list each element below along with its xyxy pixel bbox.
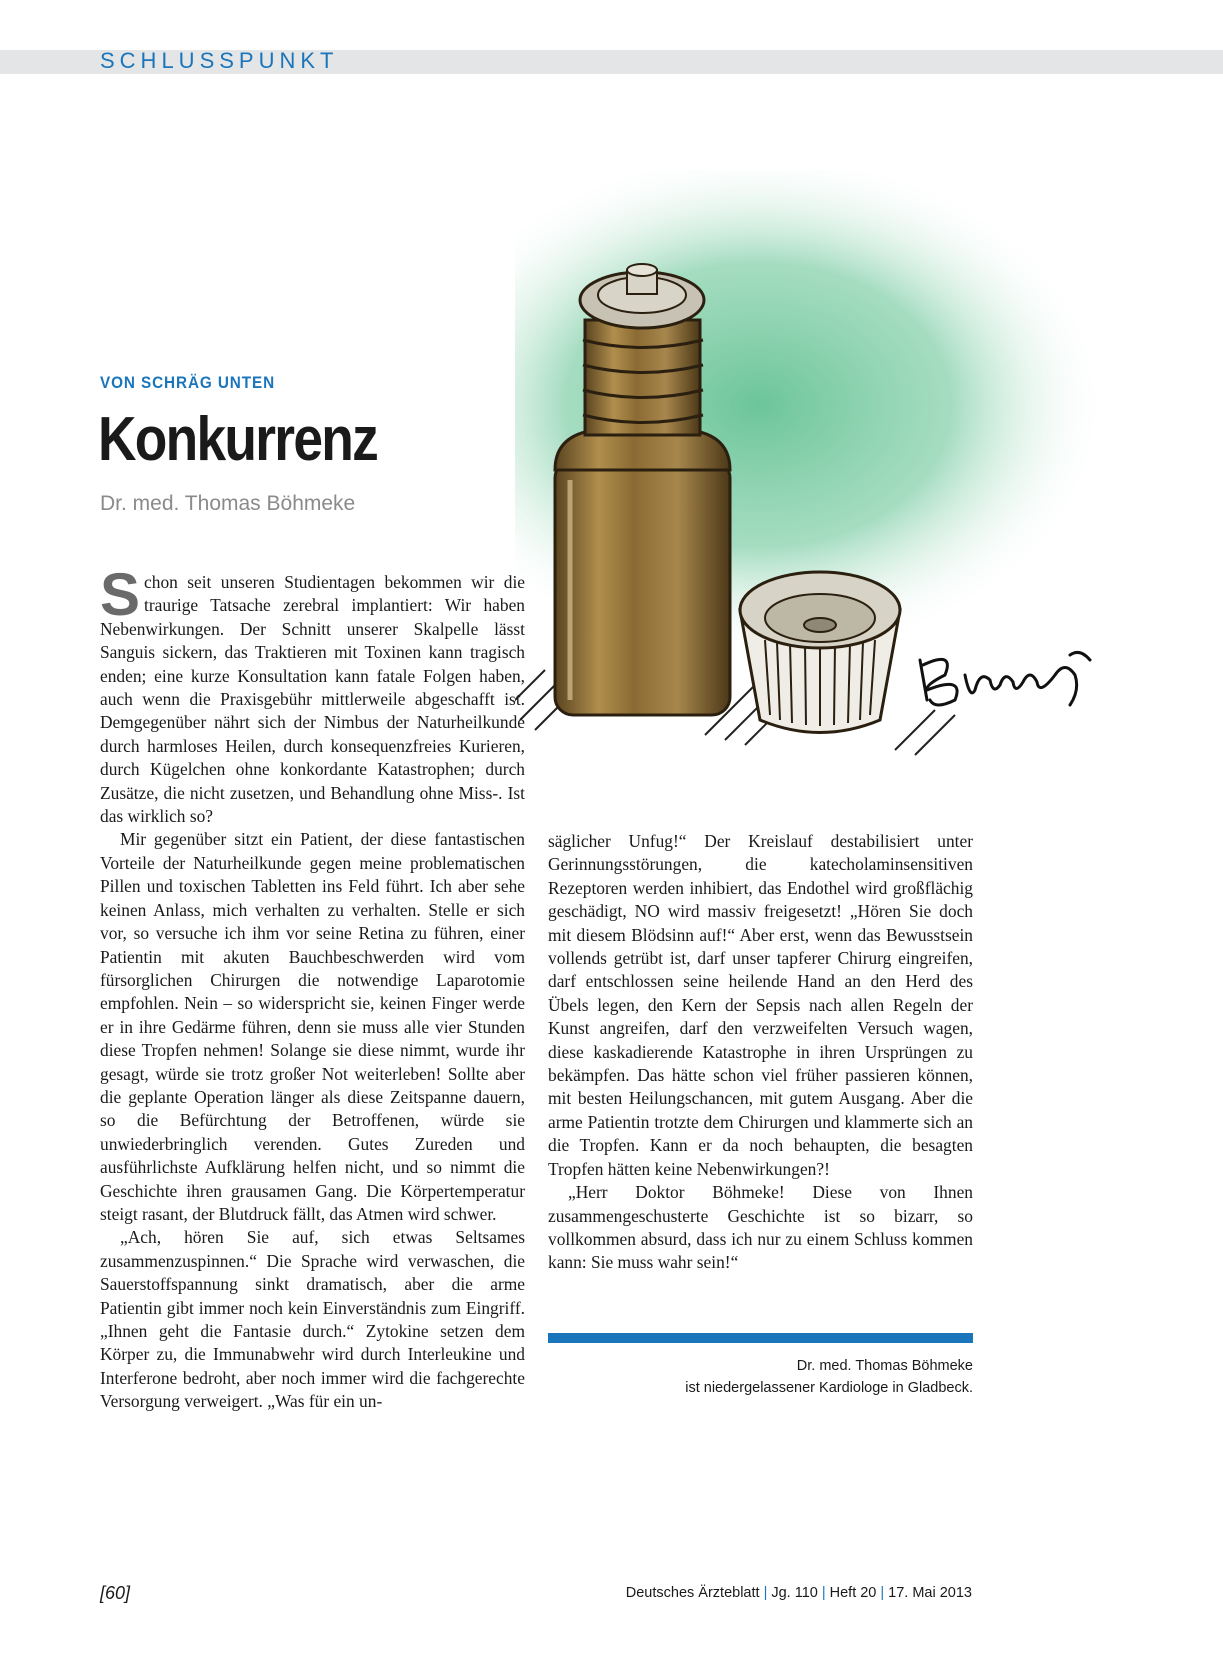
footer-separator: | — [763, 1585, 768, 1601]
drop-cap: S — [100, 561, 141, 628]
paragraph-3-start: „Ach, hören Sie auf, sich etwas Seltsames zusammenzuspinnen.“ Die Sprache wird verwaschen, die Sauerstoffspannung sinkt dramatisch, aber die arme Patientin gibt immer noch kein Einverständnis zum Eingriff. „Ihnen geht die Fantasie durch.“ Zytokine setzen dem Körper zu, die Immunabwehr wird durch Interleukine und Interferone bedroht, aber noch immer wird die fachgerechte Versorgung verweigert. „Was für ein un- — [100, 1227, 525, 1412]
paragraph-1 — [100, 561, 525, 828]
footer-separator: | — [880, 1585, 885, 1601]
article-kicker: VON SCHRÄG UNTEN — [100, 373, 276, 392]
author-note-description: ist niedergelassener Kardiologe in Gladbeck. — [685, 1380, 973, 1396]
article-column-left — [100, 561, 525, 1414]
section-label: SCHLUSSPUNKT — [100, 48, 339, 73]
author-note-rule — [548, 1333, 973, 1343]
article-column-right — [548, 830, 973, 1275]
article-byline: Dr. med. Thomas Böhmeke — [100, 492, 356, 515]
footer-volume: Jg. 110 — [771, 1585, 818, 1601]
page-number: [60] — [100, 1583, 131, 1603]
artist-signature — [920, 652, 1090, 705]
bottle-cap — [740, 572, 900, 733]
paragraph-3-end: säglicher Unfug!“ Der Kreislauf destabilisiert unter Gerinnungsstörungen, die katecholaminsensitiven Rezeptoren werden inhibiert, das Endothel wird großflächig geschädigt, NO wird massiv freigesetzt! „Hören Sie doch mit diesem Blödsinn auf!“ Aber erst, wenn das Bewusstsein vollends getrübt ist, darf unser tapferer Chirurg eingreifen, darf entschlossen seine heilende Hand an den Herd des Übels legen, den Kern der Sepsis nach allen Regeln der Kunst angreifen, darf den verzweifelten Versuch wagen, diese kaskadierende Katastrophe in ihren Ursprüngen zu bekämpfen. Das hätte schon viel früher passieren können, mit besten Heilungschancen, mit gutem Ausgang. Aber die arme Patientin trotzte dem Chirurgen und klammerte sich an die Tropfen. Kann er da noch behaupten, die besagten Tropfen hätten keine Nebenwirkungen?! — [548, 831, 973, 1179]
paragraph-2: Mir gegenüber sitzt ein Patient, der diese fantastischen Vorteile der Naturheilkunde gegen meine problematischen Pillen und toxischen Tabletten ins Feld führt. Ich aber sehe keinen Anlass, mich verhalten zu verhalten. Stelle er sich vor, so versuche ich ihm vor seine Retina zu führen, einer Patientin mit akuten Bauchbeschwerden wird vom fürsorglichen Chirurgen die notwendige Laparotomie empfohlen. Nein – so widerspricht sie, keinen Finger werde er in ihre Gedärme führen, denn sie muss alle vier Stunden diese Tropfen nehmen! Solange sie diese nimmt, wurde ihr gesagt, würde sie trotz großer Not weiterleben! Sollte aber die geplante Operation länger als diese Zeitspanne dauern, so die Befürchtung der Betroffenen, würde sie unwiederbringlich verenden. Gutes Zureden und ausführlichste Aufklärung helfen nicht, und so nimmt die Geschichte ihren grausamen Gang. Die Körpertemperatur steigt rasant, der Blutdruck fällt, das Atmen wird schwer. — [100, 829, 525, 1224]
footer-separator: | — [821, 1585, 826, 1601]
article-title: Konkurrenz — [98, 405, 378, 474]
author-note — [548, 1355, 973, 1399]
author-note-name: Dr. med. Thomas Böhmeke — [796, 1358, 973, 1374]
footer-journal: Deutsches Ärzteblatt — [625, 1585, 760, 1601]
footer-date: 17. Mai 2013 — [888, 1585, 972, 1601]
paragraph-4: „Herr Doktor Böhmeke! Diese von Ihnen zusammengeschusterte Geschichte ist so bizarr, so vollkommen absurd, dass ich nur zu einem Schluss kommen kann: Sie muss wahr sein!“ — [548, 1182, 973, 1273]
footer-issue: Heft 20 — [829, 1585, 877, 1601]
dropper-bottle-illustration — [515, 170, 1155, 810]
footer-citation — [626, 1585, 972, 1601]
paragraph-1-text: chon seit unseren Studientagen bekommen wir die traurige Tatsache zerebral implantiert: Wir haben Nebenwirkungen. Der Schnitt unserer Skalpelle lässt Sanguis sickern, das Traktieren mit Toxinen kann tragisch enden; eine kurze Konsultation kann fatale Folgen haben, auch wenn die Praxisgebühr mittlerweile abgeschafft ist. Demgegenüber nährt sich der Nimbus der Naturheilkunde durch harmloses Heilen, durch konsequenzfreies Kurieren, durch Kügelchen ohne konkordante Katastrophen; durch Zusätze, die nicht zusetzen, und Behandlung ohne Miss-. Ist das wirklich so? — [100, 572, 525, 827]
